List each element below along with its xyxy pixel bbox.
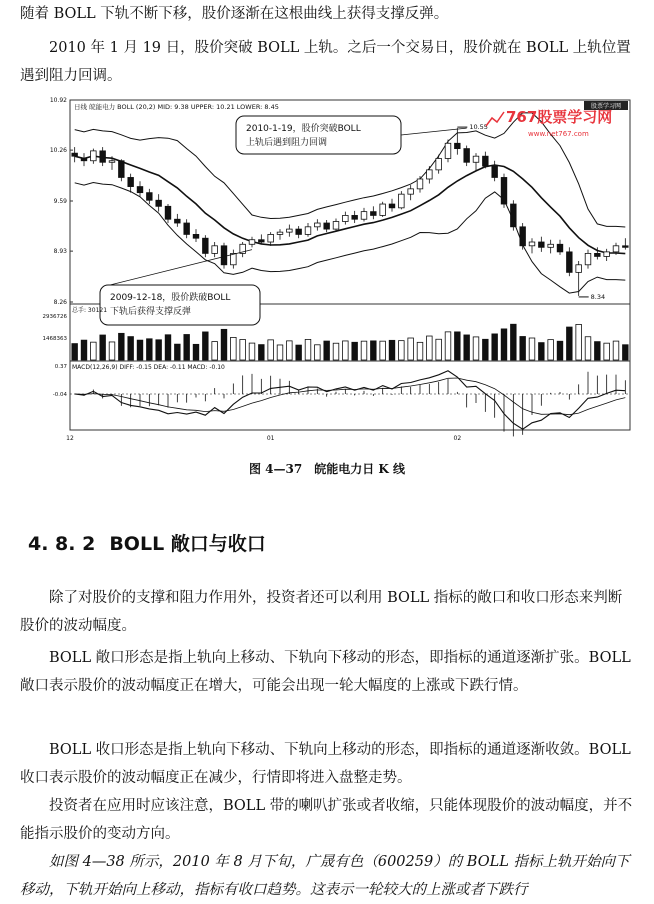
candle-body [436,158,442,169]
candle-body [567,252,573,273]
section-heading [28,529,266,556]
candle-body [156,200,162,206]
volume-tick-label: 1468363 [42,336,67,342]
volume-bar [72,344,78,360]
candle-body [147,193,153,201]
candle-body [296,229,302,234]
candle-body [529,242,535,246]
volume-bar [436,339,442,360]
candle-body [333,222,339,230]
volume-bar [203,332,209,360]
candle-body [408,189,414,194]
candle-body [212,246,218,254]
volume-bar [212,342,218,360]
candle-body [109,161,115,163]
volume-bar [445,332,451,360]
volume-bar [427,336,433,360]
callout-text: 2009-12-18，股价跌破BOLL [110,293,231,303]
volume-bar [613,341,619,360]
volume-bar [296,345,302,360]
volume-bar [371,341,377,360]
candle-body [91,151,97,161]
text-line-1: 随着 BOLL 下轨不断下移，股价逐渐在这根曲线上获得支撑反弹。 [20,6,449,22]
watermark-url: www.net767.com [528,130,589,138]
candle-body [473,156,479,162]
figure-chart [28,92,638,444]
volume-header: 总手: 30121 [72,307,108,314]
candle-body [501,177,507,204]
volume-bar [156,340,162,360]
candle-body [548,244,554,247]
volume-bar [287,341,293,360]
volume-bar [623,345,629,360]
volume-bar [464,335,470,360]
candle-body [557,244,563,252]
candle-body [492,166,498,177]
candle-body [305,227,311,235]
volume-bar [100,335,106,360]
volume-bar [277,345,283,360]
volume-bar [455,332,461,360]
volume-tick-label: 2936726 [42,314,67,320]
volume-bar [315,345,321,360]
x-tick-label: 02 [453,435,462,442]
volume-bar [567,327,573,360]
paragraph-open: BOLL 敞口形态是指上轨向上移动、下轨向下移动的形态，即指标的通道逐渐扩张。BOLL 敞口表示股价的波动幅度正在增大，可能会出现一轮大幅度的上涨或下跌行情。 [20,650,631,694]
x-tick-label: 01 [266,435,275,442]
volume-bar [259,345,265,360]
volume-bar [221,329,227,360]
candle-body [623,246,629,248]
candle-body [268,234,274,242]
volume-bar [604,343,610,360]
callout-text: 下轨后获得支撑反弹 [110,307,192,317]
volume-bar [361,341,367,360]
volume-bar [175,344,181,360]
volume-bar [483,339,489,360]
low-label: 8.34 [590,292,606,301]
volume-bar [231,337,237,360]
candle-body [119,161,125,178]
candle-body [352,215,358,219]
candle-body [604,252,610,257]
candle-body [520,227,526,246]
watermark-icon [486,112,504,126]
candle-body [184,223,190,234]
macd-header: MACD(12,26,9) DIFF: -0.15 DEA: -0.11 MACD: -0.10 [72,364,225,371]
candle-body [361,212,367,220]
chart-header: 日线 皖能电力 BOLL (20,2) MID: 9.38 UPPER: 10.21 LOWER: 8.45 [74,103,279,111]
volume-bar [417,342,423,360]
candle-body [483,156,489,166]
candle-body [277,232,283,234]
macd-diff-line [75,371,626,429]
volume-bar [399,341,405,360]
candle-body [399,194,405,208]
volume-bar [520,337,526,360]
volume-bar [109,342,115,360]
callout-text: 2010-1-19，股价突破BOLL [246,124,361,134]
paragraph-intro: 除了对股价的支撑和阻力作用外，投资者还可以利用 BOLL 指标的敞口和收口形态来判断股价的波动幅度。 [20,590,623,634]
volume-bar [119,333,125,360]
volume-bar [184,335,190,360]
volume-bar [343,341,349,360]
candle-body [464,149,470,163]
x-tick-label: 12 [66,435,74,442]
volume-bar [165,335,171,360]
candle-body [613,246,619,252]
candle-body [539,242,545,247]
callout-pointer [110,250,252,285]
section-title: BOLL 敞口与收口 [109,533,266,555]
candle-body [427,170,433,179]
volume-bar [137,340,143,360]
paragraph-note: 投资者在应用时应该注意，BOLL 带的喇叭扩张或者收缩，只能体现股价的波动幅度，并不能指示股价的变动方向。 [20,798,633,842]
volume-bar [352,342,358,360]
volume-bar [380,341,386,360]
candle-body [417,179,423,189]
candle-body [165,206,171,219]
candle-body [585,253,591,264]
y-tick-label: 8.26 [53,299,67,306]
volume-bar [548,340,554,360]
candle-body [137,187,143,193]
volume-bar [501,329,507,360]
candle-body [380,204,386,215]
paragraph-close: BOLL 收口形态是指上轨向下移动、下轨向上移动的形态，即指标的通道逐渐收敛。BOLL 收口表示股价的波动幅度正在减少，行情即将进入盘整走势。 [20,742,631,786]
volume-bar [305,339,311,360]
candle-body [371,212,377,216]
candle-body [100,151,106,162]
volume-bar [595,342,601,360]
candle-body [324,223,330,229]
corner-label: 股票学习网 [590,103,622,110]
volume-bar [473,337,479,360]
callout-box [100,285,260,325]
candle-body [221,246,227,265]
volume-bar [408,338,414,360]
candle-body [343,215,349,221]
paragraph-jan19: 2010 年 1 月 19 日，股价突破 BOLL 上轨。之后一个交易日，股价就在 BOLL 上轨位置遇到阻力回调。 [20,40,631,84]
volume-bar [333,343,339,360]
volume-bar [576,324,582,360]
volume-bar [324,341,330,360]
volume-bar [81,340,87,360]
volume-bar [91,342,97,360]
macd-tick-label: 0.37 [54,364,67,370]
volume-bar [240,340,246,360]
candle-body [72,153,78,156]
volume-bar [193,344,199,360]
candle-body [511,204,517,227]
figure-caption: 图 4—37 皖能电力日 K 线 [248,462,405,476]
candle-body [595,253,601,256]
paragraph-example: 如图 4—38 所示，2010 年 8 月下旬，广晟有色（600259）的 BOLL 指标上轨开始向下移动，下轨开始向上移动，指标有收口趋势。这表示一轮较大的上涨或者下跌行 [20,854,630,898]
volume-bar [492,334,498,360]
volume-bar [557,341,563,360]
candle-body [445,143,451,158]
candle-body [315,223,321,227]
volume-bar [511,324,517,360]
candle-body [249,240,255,245]
candle-body [175,219,181,223]
high-label: 10.55 [469,123,488,132]
y-tick-label: 10.26 [49,147,67,155]
macd-tick-label: -0.04 [52,392,67,398]
volume-bar [147,339,153,360]
y-tick-label: 8.93 [53,248,67,256]
candle-body [81,158,87,160]
candle-body [287,229,293,232]
volume-bar [529,338,535,360]
volume-bar [249,343,255,360]
volume-bar [539,343,545,360]
macd-dea-line [75,378,626,415]
candle-body [203,238,209,253]
candle-body [455,143,461,148]
y-tick-label: 9.59 [53,198,67,205]
candle-body [193,234,199,238]
y-tick-label: 10.92 [49,97,67,104]
watermark-logo: 767股票学习网 [506,108,613,126]
callout-box [236,116,401,154]
section-number: 4. 8. 2 [28,533,96,555]
volume-bar [389,340,395,360]
volume-bar [128,337,134,360]
candle-body [128,177,134,186]
candle-body [259,240,265,242]
volume-bar [585,337,591,360]
volume-bar [268,340,274,360]
candle-body [576,265,582,273]
candle-body [389,204,395,208]
callout-text: 上轨后遇到阻力回调 [246,138,328,148]
